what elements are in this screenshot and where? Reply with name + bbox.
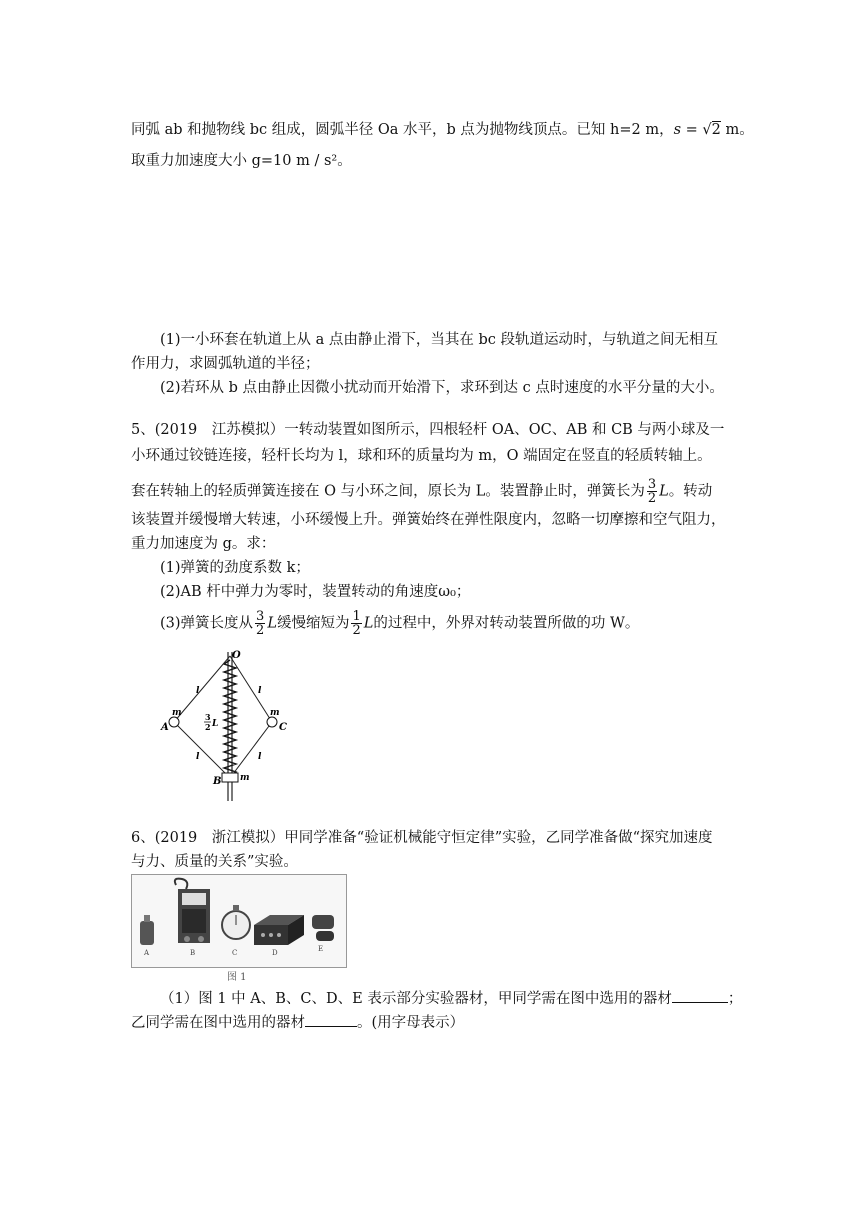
rod-CB — [230, 722, 272, 778]
spring — [224, 660, 236, 776]
label-O: O — [232, 650, 241, 661]
length-l-CB: l — [258, 752, 262, 762]
q4-sub1a: (1)一小环套在轨道上从 a 点由静止滑下，当其在 bc 段轨道运动时，与轨道之间无相互 — [160, 332, 719, 348]
equip-label-A: A — [144, 949, 150, 957]
stopwatch-C-crown — [233, 905, 239, 911]
label-C: C — [279, 722, 287, 733]
equipment-illustration — [132, 875, 346, 967]
rotating-device-figure — [160, 646, 300, 806]
label-B: B — [213, 776, 222, 787]
answer-blank-jia[interactable] — [672, 988, 728, 1003]
length-l-OC: l — [258, 686, 262, 696]
q6-sub1-line2: 乙同学需在图中选用的器材 。(用字母表示） — [131, 1012, 464, 1033]
q5-sub3: (3)弹簧长度从 $\frac{3}{2}$ L缓慢缩短为 $\frac{1}{2}$ L的过程中，外界对转动装置所做的功 W。 — [160, 609, 640, 638]
q5-line5: 重力加速度为 g。求： — [131, 536, 276, 552]
q5-line4: 该装置并缓慢增大转速，小环缓慢上升。弹簧始终在弹性限度内，忽略一切摩擦和空气阻力， — [131, 512, 726, 528]
ring-B — [222, 773, 238, 782]
equip-label-B: B — [190, 949, 196, 957]
weights-E — [312, 915, 334, 929]
q5-line1: 5、(2019 江苏模拟）一转动装置如图所示，四根轻杆 OA、OC、AB 和 CB 与两小球及一 — [131, 422, 725, 438]
mass-A: m — [172, 708, 182, 718]
spring-label-num: 3 — [205, 712, 211, 722]
timer-B-knob-right — [198, 936, 204, 942]
box-D-terminal-3 — [277, 933, 281, 937]
rod-OA — [174, 656, 230, 722]
length-l-OA: l — [196, 686, 200, 696]
q4-line2: 取重力加速度大小 g=10 m / s²。 — [131, 153, 352, 169]
equipment-photo — [131, 874, 347, 968]
fraction-3-2: $\frac{3}{2}$ — [647, 477, 657, 506]
q4-line1: 同弧 ab 和抛物线 bc 组成，圆弧半径 Oa 水平，b 点为抛物线顶点。已知 h=2 m，s = √2 m。 — [131, 122, 754, 138]
q5-sub2: (2)AB 杆中弹力为零时，装置转动的角速度ω₀； — [160, 584, 471, 600]
equip-label-C: C — [232, 949, 238, 957]
weight-A — [140, 921, 154, 945]
sqrt-sign: √ — [702, 122, 712, 138]
weight-A-hook — [144, 915, 150, 922]
weights-E-lower — [316, 931, 334, 941]
q4-sub2: (2)若环从 b 点由静止因微小扰动而开始滑下，求环到达 c 点时速度的水平分量的大小。 — [160, 380, 724, 396]
figure-1-caption: 图 1 — [227, 972, 247, 983]
equip-label-E: E — [318, 945, 324, 953]
cable-B — [175, 879, 187, 889]
sqrt-value: 2 — [711, 122, 721, 138]
timer-B-label — [182, 893, 206, 905]
q5-line2: 小环通过铰链连接，轻杆长均为 l，球和环的质量均为 m，O 端固定在竖直的轻质转轴上。 — [131, 448, 712, 464]
ball-C — [267, 717, 277, 727]
box-D-terminal-2 — [269, 933, 273, 937]
s-symbol: s = — [673, 122, 703, 138]
q6-sub1-line1: （1）图 1 中 A、B、C、D、E 表示部分实验器材，甲同学需在图中选用的器材 ； — [160, 988, 742, 1009]
mass-B: m — [240, 773, 250, 783]
box-D-terminal-1 — [261, 933, 265, 937]
answer-blank-yi[interactable] — [305, 1012, 357, 1027]
q4-sub1b: 作用力，求圆弧轨道的半径； — [131, 356, 320, 372]
spring-label-den: 2 — [205, 722, 211, 732]
length-l-AB: l — [196, 752, 200, 762]
timer-B-knob-left — [184, 936, 190, 942]
label-A: A — [161, 722, 169, 733]
spring-label-L: L — [212, 719, 219, 729]
ball-A — [169, 717, 179, 727]
rod-OC — [230, 656, 272, 722]
timer-B-face — [182, 909, 206, 933]
q5-sub1: (1)弹簧的劲度系数 k； — [160, 560, 310, 576]
equip-label-D: D — [272, 949, 278, 957]
mass-C: m — [270, 708, 280, 718]
q5-line3: 套在转轴上的轻质弹簧连接在 O 与小环之间，原长为 L。装置静止时，弹簧长为 $\frac{3}{2}$ L。转动 — [131, 477, 713, 506]
q6-line1: 6、(2019 浙江模拟）甲同学准备“验证机械能守恒定律”实验，乙同学准备做“探究加速度 — [131, 830, 713, 846]
q6-line2: 与力、质量的关系”实验。 — [131, 854, 298, 870]
rod-AB — [174, 722, 230, 778]
